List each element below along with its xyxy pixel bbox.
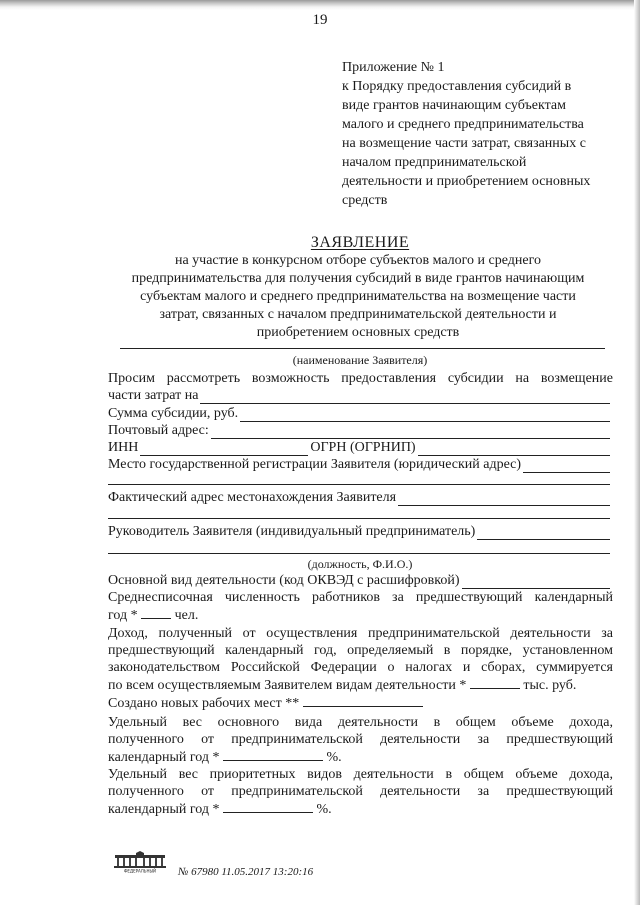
employees-field[interactable] — [141, 606, 171, 619]
share-priority-percent: %. — [316, 802, 332, 817]
registration-place-field[interactable] — [523, 459, 610, 473]
subtitle-line: приобретением основных средств — [256, 325, 460, 340]
subsidy-amount-label: Сумма субсидии, руб. — [108, 406, 239, 421]
employees-year-label: год * — [108, 608, 138, 623]
postal-address-field[interactable] — [211, 425, 610, 439]
head-row — [108, 523, 610, 540]
registration-place-line2[interactable] — [108, 484, 610, 485]
share-priority-label: календарный год * — [108, 802, 220, 817]
actual-address-label: Фактический адрес местонахождения Заявителя — [108, 490, 397, 505]
appendix-block — [342, 58, 627, 210]
appendix-line: деятельности и приобретением основных — [342, 174, 591, 189]
postal-address-label: Почтовый адрес: — [108, 423, 209, 438]
appendix-line: средств — [342, 193, 388, 208]
new-jobs-label: Создано новых рабочих мест ** — [108, 696, 300, 711]
inn-label: ИНН — [108, 440, 139, 455]
income-label: по всем осуществляемым Заявителем видам деятельности * — [108, 678, 467, 693]
footer-registration — [178, 866, 313, 878]
share-main-percent: %. — [326, 750, 342, 765]
subtitle-line: затрат, связанных с началом предпринимательской деятельности и — [159, 307, 557, 322]
applicant-name-caption: (наименование Заявителя) — [292, 353, 428, 367]
request-costs-field[interactable] — [200, 390, 610, 404]
subsidy-amount-field[interactable] — [240, 408, 610, 422]
ogrn-label: ОГРН (ОГРНИП) — [310, 440, 416, 455]
share-main-line1: Удельный вес основного вида деятельности в общем объеме дохода, — [108, 715, 613, 730]
appendix-line: Приложение № 1 — [342, 60, 445, 75]
subsidy-amount-row — [108, 405, 610, 422]
new-jobs-row — [108, 694, 613, 712]
main-activity-row — [108, 572, 610, 589]
request-text-line1: Просим рассмотреть возможность предоставления субсидии на возмещение — [108, 371, 613, 386]
main-activity-label: Основной вид деятельности (код ОКВЭД с расшифровкой) — [108, 573, 460, 588]
appendix-line: к Порядку предоставления субсидий в — [342, 79, 572, 94]
stamp-text: ФЕДЕРАЛЬНЫЙ — [123, 868, 157, 873]
footer-timestamp: 11.05.2017 13:20:16 — [221, 866, 314, 878]
head-field[interactable] — [477, 526, 610, 540]
head-caption: (должность, Ф.И.О.) — [307, 557, 413, 571]
share-priority-row — [108, 800, 613, 818]
inn-ogrn-row — [108, 439, 610, 456]
appendix-line: на возмещение части затрат, связанных с — [342, 136, 586, 151]
footer-doc-number: № 67980 — [178, 866, 219, 878]
income-text-line1: Доход, полученный от осуществления предпринимательской деятельности за — [108, 626, 613, 641]
ogrn-field[interactable] — [418, 442, 610, 456]
main-activity-field[interactable] — [462, 575, 611, 589]
employees-row — [108, 606, 613, 624]
subtitle-line: предпринимательства для получения субсидий в виде грантов начинающим — [131, 271, 585, 286]
head-line2[interactable] — [108, 553, 610, 554]
income-row — [108, 676, 613, 694]
inn-field[interactable] — [140, 442, 308, 456]
share-priority-field[interactable] — [223, 800, 313, 813]
income-field[interactable] — [470, 676, 520, 689]
share-priority-line1: Удельный вес приоритетных видов деятельности в общем объеме дохода, — [108, 767, 613, 782]
share-main-field[interactable] — [223, 748, 323, 761]
subtitle-line: на участие в конкурсном отборе субъектов малого и среднего — [174, 253, 542, 268]
request-costs-row — [108, 387, 610, 404]
income-unit: тыс. руб. — [523, 678, 577, 693]
head-label: Руководитель Заявителя (индивидуальный предприниматель) — [108, 524, 476, 539]
document-title: ЗАЯВЛЕНИЕ — [310, 234, 410, 251]
income-text-line3: законодательством Российской Федерации о налогах и сборах, суммируется — [108, 660, 613, 675]
scan-edge-top — [0, 0, 640, 10]
page-number: 19 — [312, 12, 328, 28]
appendix-line: началом предпринимательской — [342, 155, 527, 170]
appendix-line: малого и среднего предпринимательства — [342, 117, 584, 132]
request-costs-label: части затрат на — [108, 388, 199, 403]
share-main-row — [108, 748, 613, 766]
subtitle-line: субъектам малого и среднего предпринимательства на возмещение части — [140, 289, 576, 304]
scan-edge-right — [634, 0, 640, 905]
actual-address-row — [108, 489, 610, 506]
appendix-line: виде грантов начинающим субъектам — [342, 98, 566, 113]
document-subtitle — [108, 252, 608, 342]
share-main-label: календарный год * — [108, 750, 220, 765]
income-text-line2: предшествующий календарный год, определяемый в порядке, установленном — [108, 643, 613, 658]
registration-place-row — [108, 456, 610, 473]
registration-place-label: Место государственной регистрации Заявителя (юридический адрес) — [108, 457, 522, 472]
employees-unit: чел. — [174, 608, 199, 623]
share-priority-line2: полученного от предпринимательской деятельности за предшествующий — [108, 784, 613, 799]
actual-address-field[interactable] — [398, 492, 610, 506]
applicant-name-line[interactable] — [120, 348, 605, 349]
employees-text: Среднесписочная численность работников за предшествующий календарный — [108, 590, 613, 605]
share-main-line2: полученного от предпринимательской деятельности за предшествующий — [108, 732, 613, 747]
new-jobs-field[interactable] — [303, 694, 423, 707]
postal-address-row — [108, 422, 610, 439]
registry-stamp-icon — [112, 851, 168, 873]
actual-address-line2[interactable] — [108, 518, 610, 519]
